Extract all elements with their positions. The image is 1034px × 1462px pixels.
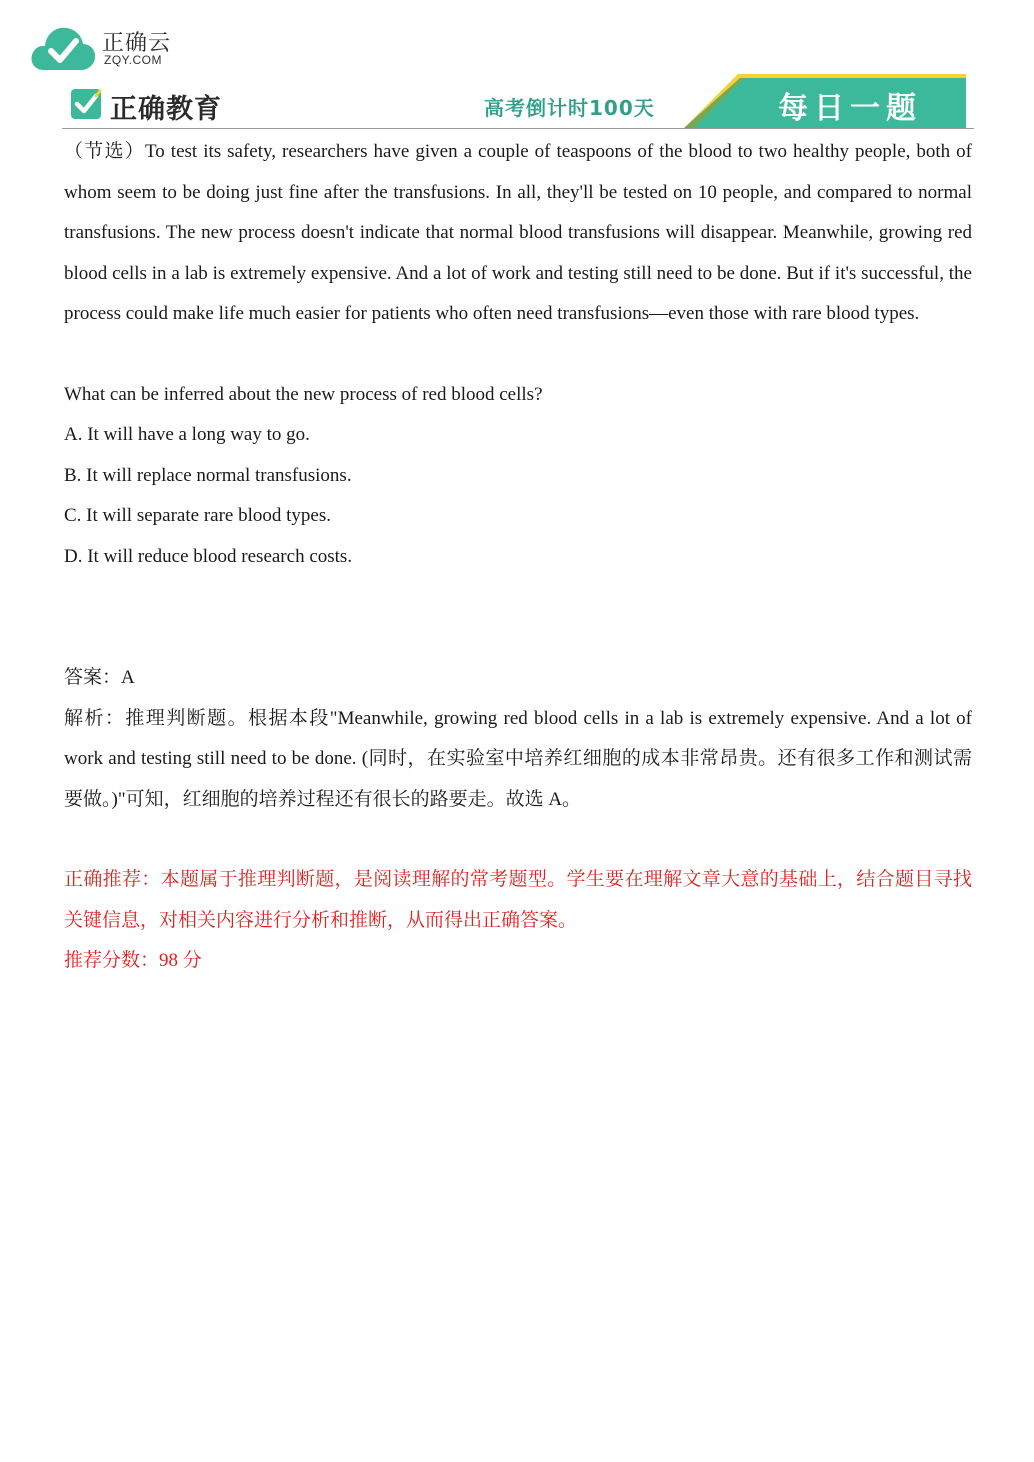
analysis: 解析：推理判断题。根据本段"Meanwhile, growing red blood cells in a lab is extremely expensive. And a lot of work and testing still need to be done. (同时，在实验室中培养红细胞的成本非常昂贵。还有很多工作和测试需要做。)"可知，红细胞的培养过程还有很长的路要走。故选 A。 [64, 707, 972, 810]
header-divider [62, 128, 974, 129]
cloud-check-icon [30, 24, 96, 72]
option-a: A. It will have a long way to go. [64, 424, 310, 445]
brand-name: 正确云 [102, 31, 172, 56]
countdown-label: 高考倒计时100天 [484, 96, 655, 120]
option-c: C. It will separate rare blood types. [64, 505, 331, 526]
question-content [64, 132, 972, 982]
zqy-logo [30, 22, 180, 74]
brand-url: ZQY.COM [104, 53, 162, 67]
recommended-score: 推荐分数：98 分 [64, 950, 202, 971]
recommendation: 正确推荐：本题属于推理判断题，是阅读理解的常考题型。学生要在理解文章大意的基础上，结合题目寻找关键信息，对相关内容进行分析和推断，从而得出正确答案。 [64, 869, 972, 931]
zqjy-logo [70, 88, 270, 125]
question-stem: What can be inferred about the new process of red blood cells? [64, 383, 543, 405]
banner-title: 每日一题 [778, 91, 922, 126]
checkbox-check-icon [70, 88, 102, 120]
logo-text: 正确教育 [110, 94, 222, 125]
option-d: D. It will reduce blood research costs. [64, 545, 353, 567]
reading-passage: （节选）To test its safety, researchers have given a couple of teaspoons of the blood to two healthy people, both of whom seem to be doing just fine after the transfusions. In all, they'll be tested on 10 people, and compared to normal transfusions. The new process doesn't indicate that normal blood transfusions will disappear. Meanwhile, growing red blood cells in a lab is extremely expensive. And a lot of work and testing still need to be done. But if it's successful, the process could make life much easier for patients who often need transfusions—even those with rare blood types. [64, 141, 972, 324]
answer: 答案：A [64, 667, 135, 688]
option-b: B. It will replace normal transfusions. [64, 464, 352, 486]
